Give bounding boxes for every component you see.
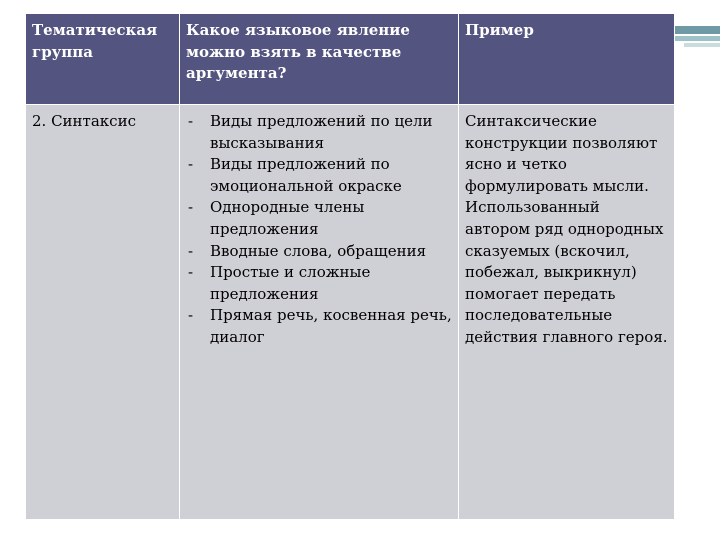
decor-stripe (672, 26, 720, 34)
header-language-phenomenon: Какое языковое явление можно взять в качестве аргумента? (180, 14, 459, 105)
table-row (26, 105, 675, 520)
list-item: - Виды предложений по цели высказывания (186, 111, 452, 154)
list-item: - Виды предложений по эмоциональной окраске (186, 154, 452, 197)
cell-phenomena (180, 105, 459, 520)
list-item: - Однородные члены предложения (186, 197, 452, 240)
header-example: Пример (459, 14, 675, 105)
decor-stripe (684, 43, 720, 47)
phenomena-list (186, 111, 452, 349)
list-item: - Вводные слова, обращения (186, 241, 452, 263)
list-item: - Прямая речь, косвенная речь, диалог (186, 305, 452, 348)
cell-example: Синтаксические конструкции позволяют ясно и четко формулировать мысли. Использованный автором ряд однородных сказуемых (вскочил, побежал, выкрикнул) помогает передать последовательные действия главного героя. (459, 105, 675, 520)
cell-group: 2. Синтаксис (26, 105, 180, 520)
list-item: - Простые и сложные предложения (186, 262, 452, 305)
header-thematic-group: Тематическая группа (26, 14, 180, 105)
header-row (26, 14, 675, 105)
syntax-table (25, 13, 675, 520)
